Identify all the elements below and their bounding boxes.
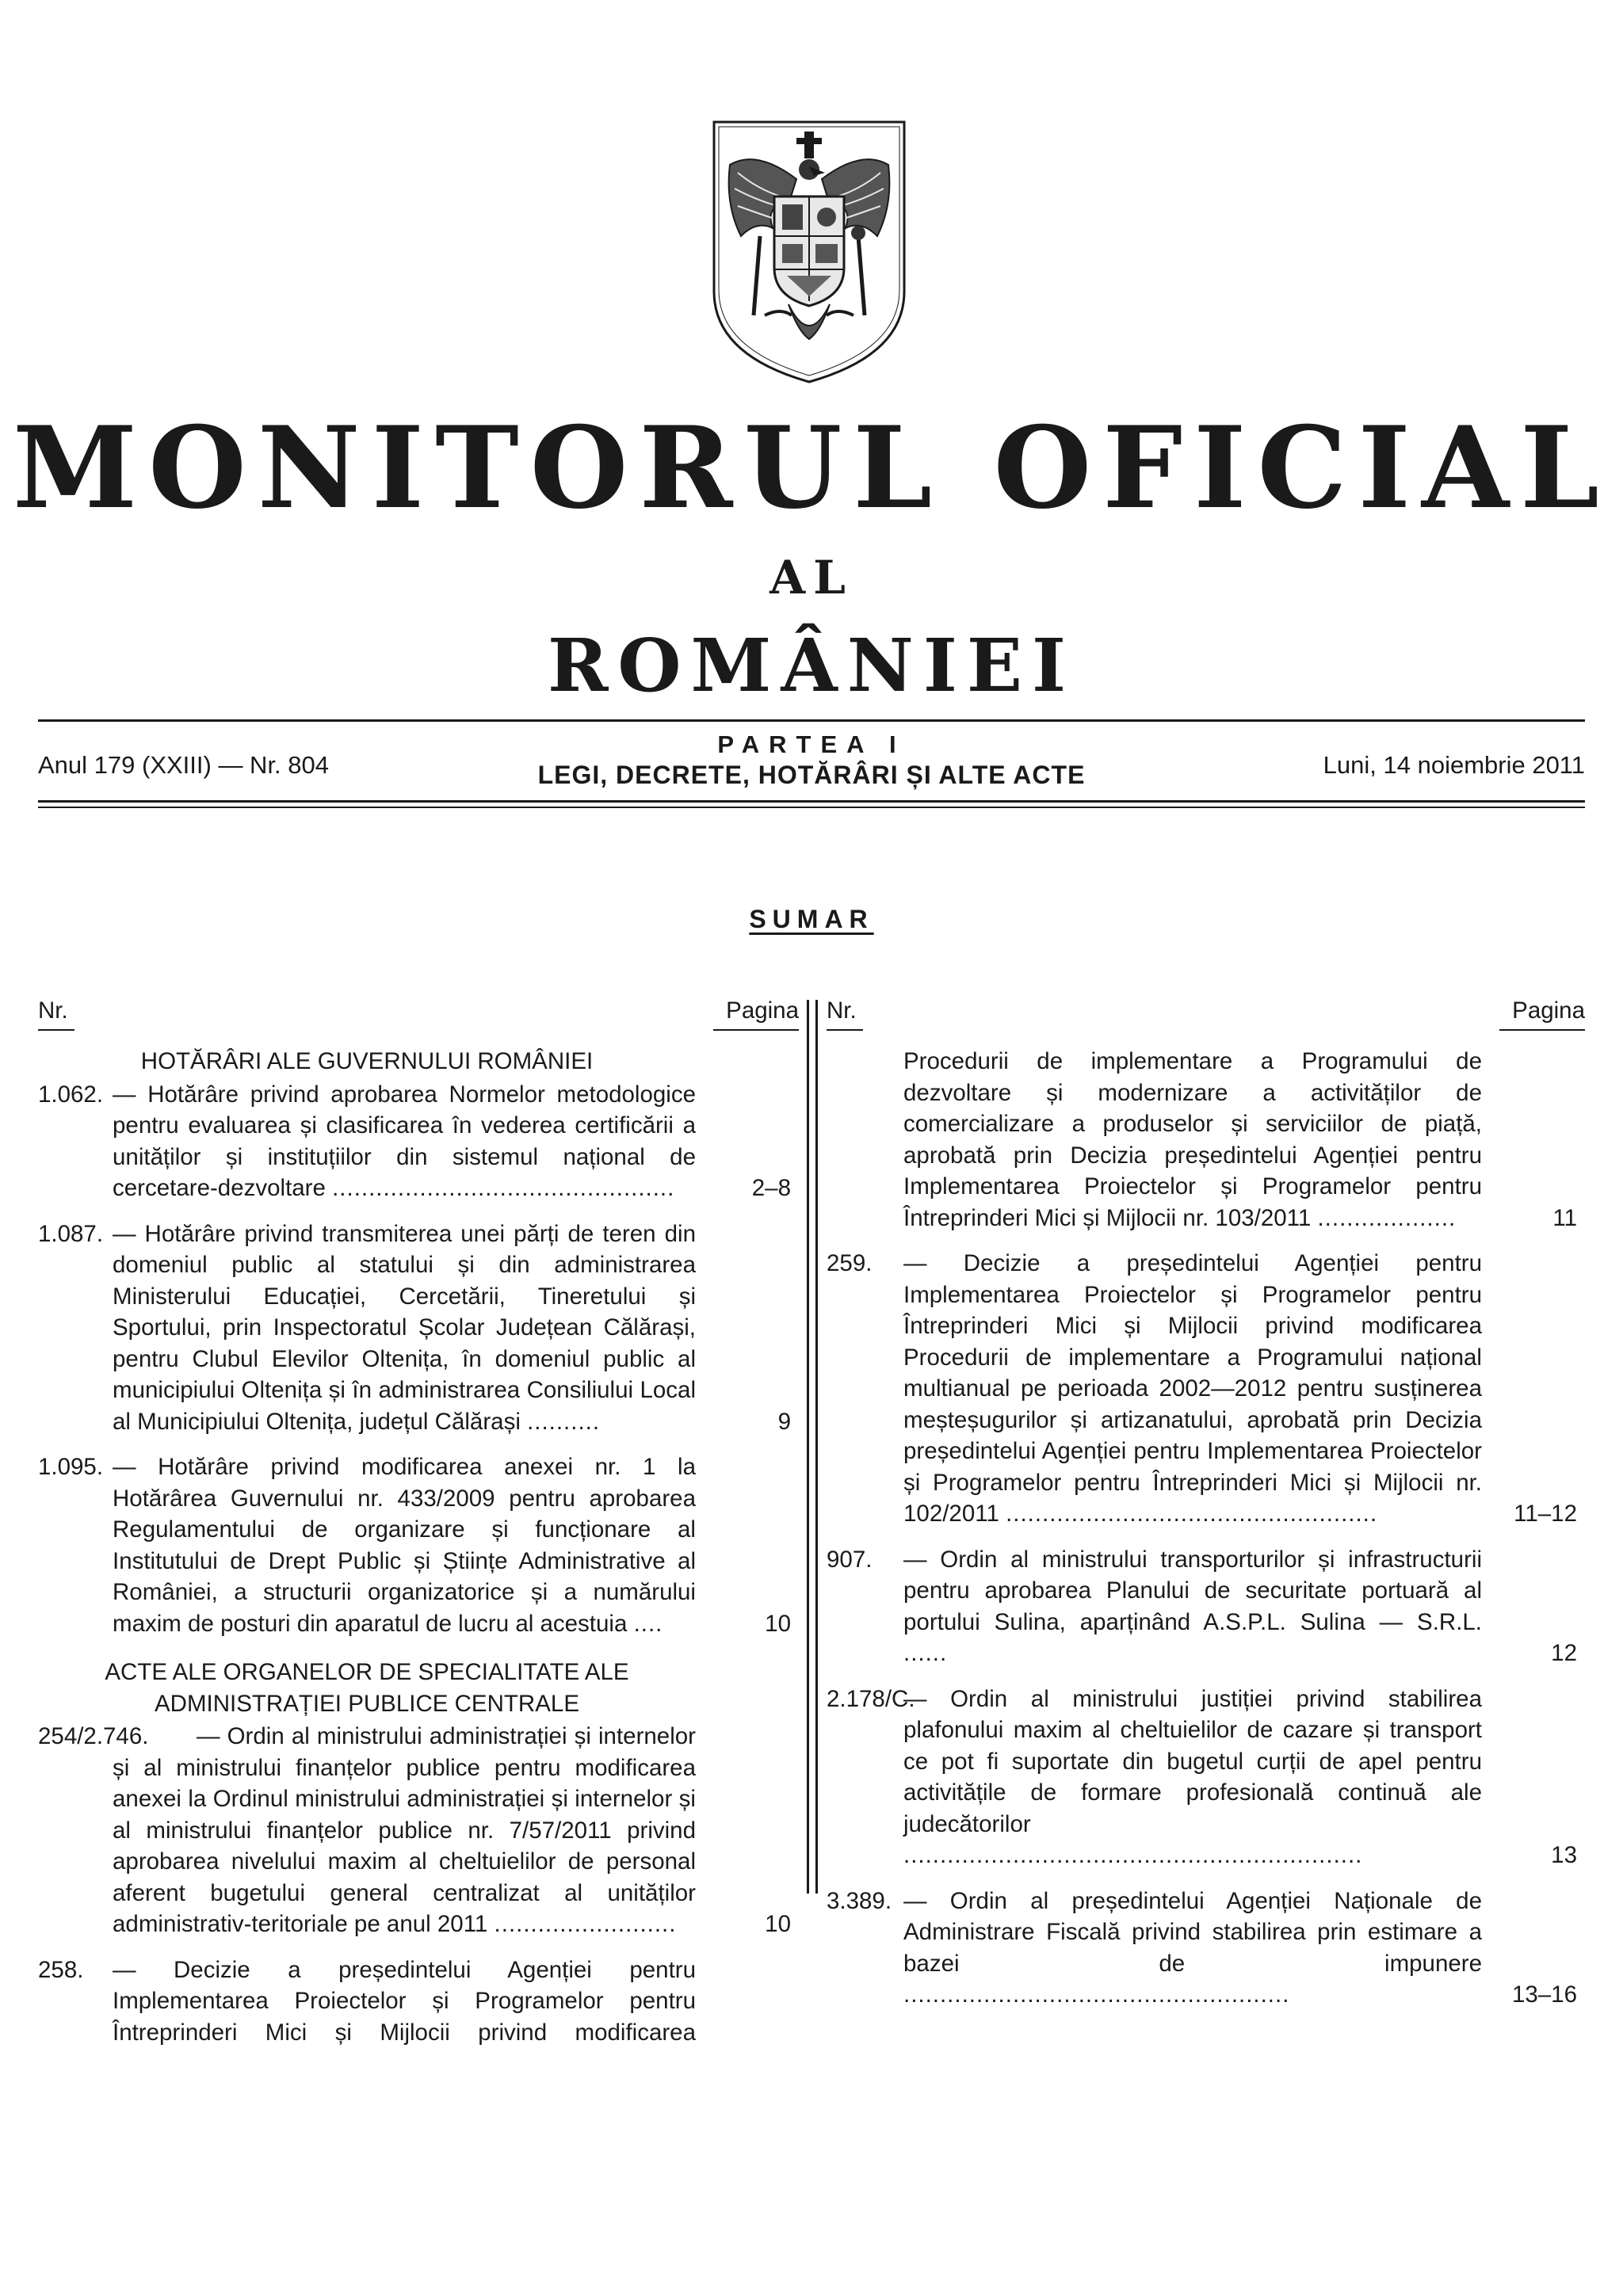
entry-number: 258. — [38, 1956, 84, 1983]
toc-entry[interactable]: 254/2.746. — Ordin al ministrului administrației și internelor și al ministrului finanțelor publice pentru modificarea anexei la Ordinul ministrului administrației și internelor și al ministrului finanțelor publice nr. 7/57/2011 privind aprobarea nivelului maxim al cheltuielilor de personal aferent bugetului general centralizat al unităților administrativ-teritoriale pe anul 2011 ......................... 10 — [38, 1721, 799, 1940]
toc-entry[interactable]: 1.062. — Hotărâre privind aprobarea Normelor metodologice pentru evaluarea și clasificarea în vederea certificării a unităților și instituțiilor din sistemul național de cercetare-dezvoltare ............................................... 2–8 — [38, 1079, 799, 1204]
section-heading-government: HOTĂRÂRI ALE GUVERNULUI ROMÂNIEI — [140, 1048, 594, 1074]
toc-entry[interactable] — [38, 1955, 799, 2049]
entry-text: — Hotărâre privind transmiterea unei părți de teren din domeniul public al statului și din administrarea Ministerului Educației, Cercetării, Tineretului și Sportului, prin Inspectoratul Școlar Județean Călărași, pentru Clubul Elevilor Oltenița, în domeniul public al municipiului Oltenița și în administrarea Consiliului Local al Municipiului Oltenița, județul Călărași — [113, 1220, 696, 1435]
entry-page: 13 — [1551, 1842, 1577, 1868]
masthead-country: ROMÂNIEI — [547, 623, 1076, 708]
entry-page: 10 — [765, 1911, 791, 1937]
entry-page: 11 — [1552, 1204, 1577, 1231]
toc-entry[interactable]: 1.095. — Hotărâre privind modificarea anexei nr. 1 la Hotărârea Guvernului nr. 433/2009 pentru aprobarea Regulamentului de organizare și funcționare al Institutului de Drept Public și Științe Administrative al României, a structurii organizatorice și a numărului maxim de posturi din aparatul de lucru al acestuia .... 10 — [38, 1451, 799, 1639]
entry-number: 907. — [827, 1546, 873, 1573]
toc-entry[interactable]: 1.087. — Hotărâre privind transmiterea unei părți de teren din domeniul public al statului și din administrarea Ministerului Educației, Cercetării, Tineretului și Sportului, prin Inspectoratul Școlar Județean Călărași, pentru Clubul Elevilor Oltenița, în domeniul public al municipiului Oltenița și în administrarea Consiliului Local al Municipiului Oltenița, județul Călărași .......... 9 — [38, 1219, 799, 1438]
entry-text: — Ordin al ministrului justiției privind stabilirea plafonului maxim al cheltuielilor de cazare și transport ce pot fi suportate din bugetul curții de apel pentru activitățile de formare profesională continuă ale judecătorilor — [903, 1685, 1482, 1837]
summary-right-column — [827, 995, 1585, 2025]
header-top-rule — [38, 719, 1585, 722]
toc-entry[interactable]: 907. — Ordin al ministrului transporturilor și infrastructurii pentru aprobarea Planului de securitate portuară al portului Sulina, aparținând A.S.P.L. Sulina — S.R.L. ...... 12 — [827, 1544, 1585, 1669]
summary-title: SUMAR — [749, 905, 874, 933]
entry-page: 2–8 — [751, 1175, 791, 1201]
issue-date: Luni, 14 noiembrie 2011 — [1323, 751, 1585, 779]
entry-text-continued: Procedurii de implementare a Programului de dezvoltare și modernizare a activităților de comercializare a produselor și serviciilor de piață, aprobată prin Decizia președintelui Agenției pentru Implementarea Proiectelor și Programelor pentru Întreprinderi Mici și Mijlocii nr. 103/2011 — [903, 1048, 1482, 1231]
entry-text: — Ordin al ministrului transporturilor și infrastructurii pentru aprobarea Planului de securitate portuară al portului Sulina, aparținând A.S.P.L. Sulina — S.R.L. — [903, 1546, 1482, 1635]
toc-entry-continued[interactable]: Procedurii de implementare a Programului de dezvoltare și modernizare a activităților de comercializare a produselor și serviciilor de piață, aprobată prin Decizia președintelui Agenției pentru Implementarea Proiectelor și Programelor pentru Întreprinderi Mici și Mijlocii nr. 103/2011 ................... 11 — [827, 1046, 1585, 1234]
part-label: PARTEA I — [717, 730, 906, 758]
entry-page: 9 — [777, 1408, 791, 1435]
part-subtitle: LEGI, DECRETE, HOTĂRÂRI ȘI ALTE ACTE — [537, 761, 1086, 789]
entry-number: 1.095. — [38, 1454, 104, 1480]
column-header-page: Pagina — [1499, 995, 1585, 1031]
coat-of-arms-image — [709, 117, 909, 387]
entry-text: — Ordin al președintelui Agenției Naționale de Administrare Fiscală privind stabilirea prin estimare a bazei de impunere — [903, 1887, 1482, 1977]
toc-entry[interactable]: 3.389. — Ordin al președintelui Agenției Naționale de Administrare Fiscală privind stabilirea prin estimare a bazei de impunere ..................................................... 13–16 — [827, 1886, 1585, 2011]
entry-text: — Hotărâre privind modificarea anexei nr. 1 la Hotărârea Guvernului nr. 433/2009 pentru aprobarea Regulamentului de organizare și funcționare al Institutului de Drept Public și Științe Administrative al României, a structurii organizatorice și a numărului maxim de posturi din aparatul de lucru al acestuia — [113, 1454, 696, 1637]
entry-text: — Decizie a președintelui Agenției pentru Implementarea Proiectelor și Programelor pentru Întreprinderi Mici și Mijlocii privind modificarea Procedurii de implementare a Programului național multianual pe perioada 2002—2012 pentru susținerea meșteșugurilor și artizanatului, aprobată prin Decizia președintelui Agenției pentru Implementarea Proiectelor și Programelor pentru Întreprinderi Mici și Mijlocii nr. 102/2011 — [903, 1250, 1482, 1527]
entry-number: 254/2.746. — [38, 1723, 149, 1749]
section-heading-central-admin: ACTE ALE ORGANELOR DE SPECIALITATE ALE ADMINISTRAȚIEI PUBLICE CENTRALE — [105, 1659, 629, 1717]
entry-page: 13–16 — [1511, 1981, 1577, 2008]
entry-number: 3.389. — [827, 1887, 892, 1914]
entry-number: 259. — [827, 1250, 873, 1276]
masthead-al: AL — [769, 551, 854, 605]
entry-page: 12 — [1551, 1640, 1577, 1666]
entry-text: — Ordin al ministrului administrației și internelor și al ministrului finanțelor publice pentru modificarea anexei la Ordinul ministrului administrației și internelor și al ministrului finanțelor publice nr. 7/57/2011 privind aprobarea nivelului maxim al cheltuielilor de personal aferent bugetului general centralizat al unităților administrativ-teritoriale pe anul 2011 — [113, 1723, 696, 1937]
header-bottom-rule-thin — [38, 807, 1585, 808]
header-bottom-rule — [38, 800, 1585, 803]
part-heading — [444, 730, 1179, 791]
issue-number: Anul 179 (XXIII) — Nr. 804 — [38, 751, 330, 779]
masthead-title: MONITORUL OFICIAL — [13, 402, 1610, 534]
entry-number: 1.062. — [38, 1081, 104, 1108]
toc-entry[interactable]: 259. — Decizie a președintelui Agenției pentru Implementarea Proiectelor și Programelor pentru Întreprinderi Mici și Mijlocii privind modificarea Procedurii de implementare a Programului național multianual pe perioada 2002—2012 pentru susținerea meșteșugurilor și artizanatului, aprobată prin Decizia președintelui Agenției pentru Implementarea Proiectelor și Programelor pentru Întreprinderi Mici și Mijlocii nr. 102/2011 ................................................... 11–12 — [827, 1248, 1585, 1530]
column-header-page: Pagina — [713, 995, 799, 1031]
entry-text: — Decizie a președintelui Agenției pentru Implementarea Proiectelor și Programelor pentru Întreprinderi Mici și Mijlocii privind modificarea — [113, 1956, 696, 2046]
entry-page: 11–12 — [1514, 1501, 1577, 1527]
column-header-nr: Nr. — [827, 995, 863, 1031]
entry-number: 2.178/C. — [827, 1685, 915, 1712]
column-header — [827, 995, 1585, 1027]
column-header — [38, 995, 799, 1027]
column-header-nr: Nr. — [38, 995, 74, 1031]
summary-left-column — [38, 995, 799, 2062]
entry-page: 10 — [765, 1610, 791, 1637]
entry-number: 1.087. — [38, 1220, 104, 1247]
toc-entry[interactable]: 2.178/C. — Ordin al ministrului justiției privind stabilirea plafonului maxim al cheltuielilor de cazare și transport ce pot fi suportate din bugetul curții de apel pentru activitățile de formare profesională continuă ale judecătorilor ............................................................... 13 — [827, 1684, 1585, 1871]
entry-text: — Hotărâre privind aprobarea Normelor metodologice pentru evaluarea și clasificarea în vederea certificării a unităților și instituțiilor din sistemul național de cercetare-dezvoltare — [113, 1081, 696, 1201]
column-separator — [807, 1000, 818, 1894]
